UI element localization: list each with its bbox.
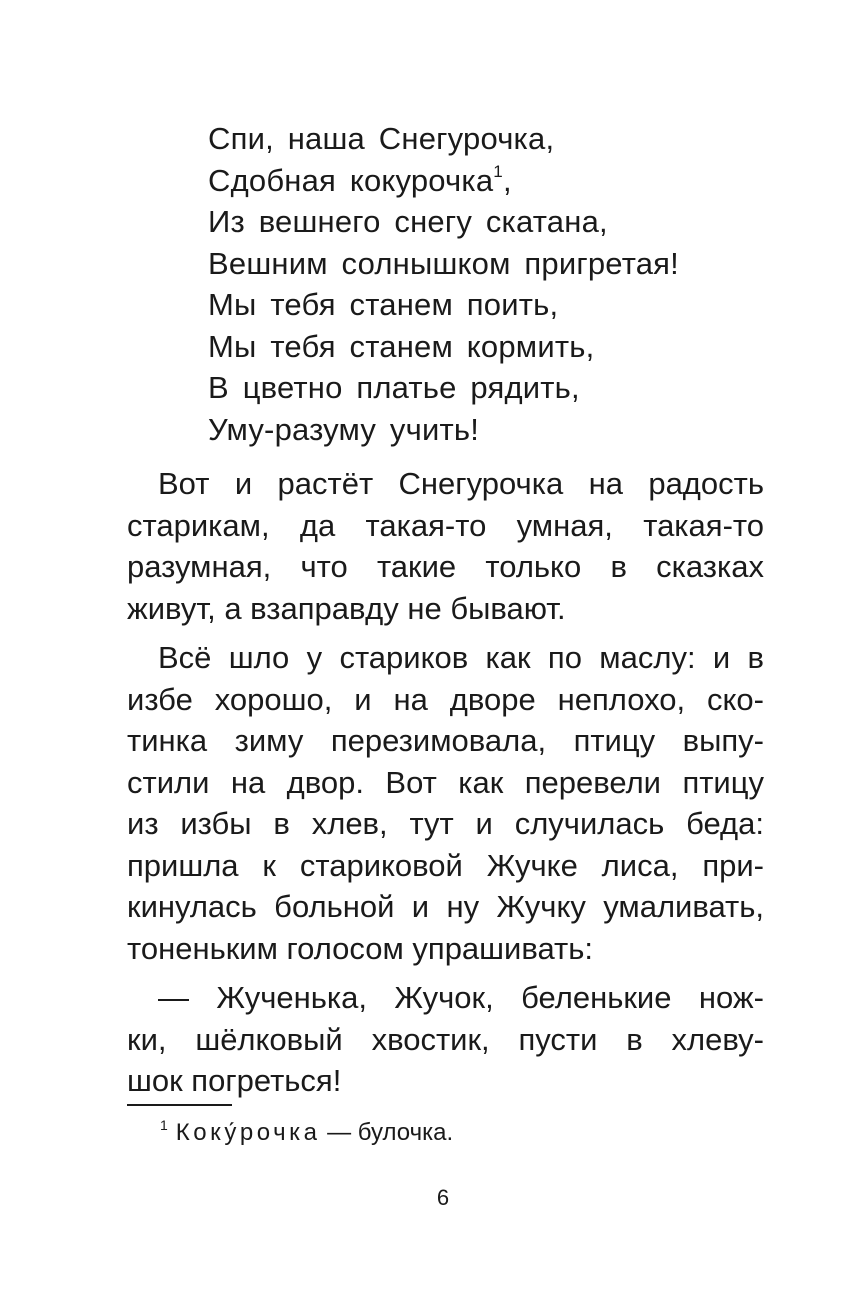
poem-line: Вешним солнышком пригретая! <box>208 245 679 281</box>
text-line: разумная, что такие только в сказках <box>127 549 764 584</box>
poem-line: Спи, наша Снегурочка, <box>208 121 555 156</box>
footnote <box>160 1118 453 1148</box>
poem-line-punctuation: , <box>502 162 512 198</box>
paragraph <box>127 637 764 969</box>
text-line: старикам, да такая-то умная, такая-то <box>127 507 764 543</box>
poem-stanza <box>208 118 679 450</box>
footnote-reference: 1 <box>493 161 503 181</box>
text-line: — Жученька, Жучок, беленькие нож- <box>158 980 764 1015</box>
footnote-marker: 1 <box>160 1117 168 1133</box>
poem-line-text: Сдобная кокурочка <box>208 162 494 198</box>
text-line: живут, а взаправду не бывают. <box>127 590 566 626</box>
poem-line: Из вешнего снегу скатана, <box>208 204 608 239</box>
text-line: тинка зиму перезимовала, птицу выпу- <box>127 723 764 758</box>
text-line: ки, шёлковый хвостик, пусти в хлеву- <box>127 1021 764 1057</box>
footnote-divider <box>127 1104 232 1106</box>
paragraph <box>127 463 764 629</box>
poem-line: Мы тебя станем поить, <box>208 287 559 322</box>
text-line: стили на двор. Вот как перевели птицу <box>127 764 764 800</box>
dialogue-paragraph <box>127 977 764 1102</box>
text-line: шок погреться! <box>127 1063 342 1098</box>
text-line: избе хорошо, и на дворе неплохо, ско- <box>127 681 764 717</box>
prose-body <box>127 463 764 1110</box>
page-number: 6 <box>436 1185 450 1210</box>
text-line: Всё шло у стариков как по маслу: и в <box>158 640 764 675</box>
text-line: из избы в хлев, тут и случилась беда: <box>127 806 764 841</box>
poem-line <box>208 160 679 202</box>
text-line: тоненьким голосом упрашивать: <box>127 930 593 966</box>
text-line: кинулась больной и ну Жучку умаливать, <box>127 889 764 924</box>
footnote-definition: — булочка. <box>320 1119 454 1146</box>
poem-line: В цветно платье рядить, <box>208 370 580 405</box>
footnote-term: Коку́рочка <box>175 1119 321 1146</box>
poem-line: Мы тебя станем кормить, <box>208 328 595 364</box>
text-line: пришла к стариковой Жучке лиса, при- <box>127 847 764 883</box>
poem-line: Уму-разуму учить! <box>208 411 480 447</box>
text-line: Вот и растёт Снегурочка на радость <box>158 466 764 501</box>
